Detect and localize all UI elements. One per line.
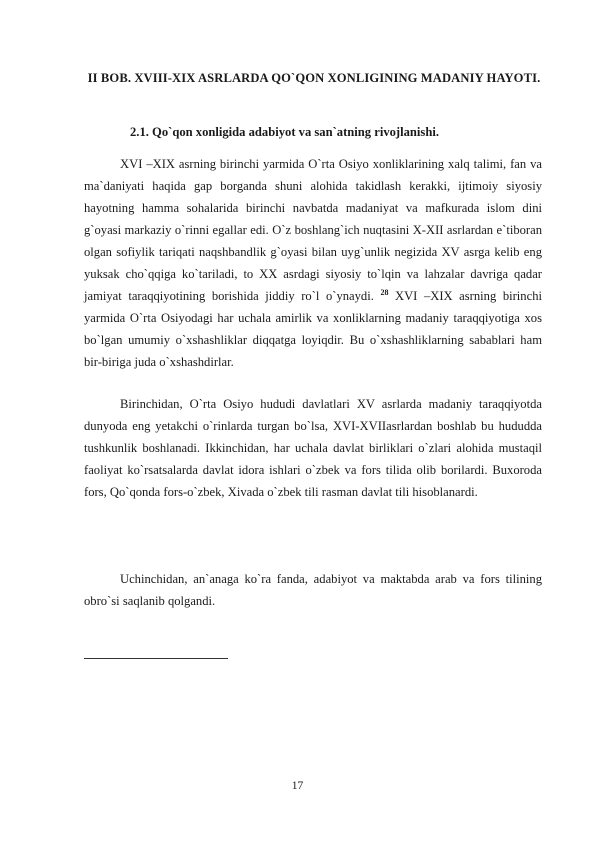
page-number: 17: [291, 780, 304, 792]
footnote-reference[interactable]: 28: [380, 287, 389, 297]
paragraph-1-text: XVI –XIX asrning birinchi yarmida O`rta Osiyo xonliklarining xalq talimi, fan va ma`daniyati haqida gap borganda shuni alohida takidlash kerakki, ijtimoiy siyosiy hayotning hamma sohalarida birinchi navbatda madaniyat va mafkurada islom dini g`oyasi markaziy o`rinni egallar edi. O`z boshlang`ich nuqtasini X-XII asrlardan e`tiboran olgan sofiylik tariqati naqshbandlik g`oyasi bilan uyg`unlik negizida XV asrga kelib eng yuksak cho`qqiga ko`tariladi, to XX asrdagi siyosiy to`lqin va lahzalar davriga qadar jamiyat taraqqiyotining borishida jiddiy ro`l o`ynaydi.: [84, 157, 542, 303]
paragraph-1-continuation: XVI –XIX asrning birinchi yarmida O`rta Osiyodagi har uchala amirlik va xonliklarning madaniy taraqqiyotiga xos bo`lgan umumiy o`xshashliklar diqqatga loyiqdir. Bu o`xshashliklarning sabablari ham bir-biriga juda o`xshashdirlar.: [84, 289, 542, 369]
chapter-title: II BOB. XVIII-XIX ASRLARDA QO`QON XONLIGINING MADANIY HAYOTI.: [87, 71, 541, 85]
paragraph-1: [84, 153, 542, 373]
paragraph-3: [84, 568, 542, 612]
paragraph-2: [84, 393, 542, 503]
paragraph-2-text: Birinchidan, O`rta Osiyo hududi davlatlari XV asrlarda madaniy taraqqiyotda dunyoda eng yetakchi o`rinlarda turgan bo`lsa, XVI-XVIIasrlardan boshlab bu hududda tushkunlik boshlanadi. Ikkinchidan, har uchala davlat birliklari o`zlari alohida mustaqil faoliyat ko`rsatsalarda davlat idora ishlari o`zbek va fors tilida olib borilardi. Buxoroda fors, Qo`qonda fors-o`zbek, Xivada o`zbek tili rasman davlat tili hisoblanardi.: [84, 397, 542, 499]
section-title: 2.1. Qo`qon xonligida adabiyot va san`atning rivojlanishi.: [130, 125, 439, 139]
paragraph-3-text: Uchinchidan, an`anaga ko`ra fanda, adabiyot va maktabda arab va fors tilining obro`si saqlanib qolgandi.: [84, 572, 542, 608]
footnote-separator: [84, 658, 228, 659]
